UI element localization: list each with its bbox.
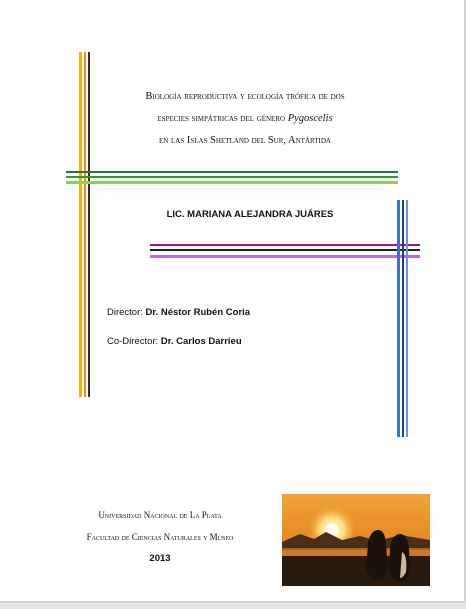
decor-vline-right-3 [406, 200, 408, 437]
thesis-title [100, 86, 390, 152]
title-line-2 [100, 108, 390, 130]
decor-vline-right-2 [402, 200, 404, 437]
title-line-2-prefix: especies simpátricas del género [157, 113, 288, 124]
decor-hline-green-1 [66, 171, 398, 173]
author-name: LIC. MARIANA ALEJANDRA JUÁRES [166, 209, 334, 220]
decor-hline-violet [150, 255, 420, 258]
penguin-sunset-photo [282, 494, 430, 586]
director-line [107, 307, 250, 318]
decor-hline-black [150, 249, 420, 251]
faculty-name: Facultad de Ciencias Naturales y Museo [86, 532, 234, 542]
decor-hline-green-3 [66, 181, 398, 184]
university-name: Universidad Nacional de La Plata [98, 510, 222, 520]
codirector-label: Co-Director: [107, 336, 161, 347]
decor-hline-green-2 [66, 176, 398, 178]
decor-vline-left-2 [84, 52, 86, 397]
title-line-1: Biología reproductiva y ecología trófica de dos [145, 91, 345, 102]
decor-hline-magenta [150, 244, 420, 246]
director-label: Director: [107, 307, 146, 318]
codirector-name: Dr. Carlos Darrieu [160, 336, 242, 347]
decor-vline-left-3 [88, 52, 90, 397]
title-line-3: en las Islas Shetland del Sur, Antártida [159, 135, 331, 146]
decor-vline-right-1 [397, 200, 400, 437]
title-genus: Pygoscelis [287, 113, 333, 124]
decor-vline-left-1 [79, 52, 82, 397]
director-name: Dr. Néstor Rubén Coria [145, 307, 251, 318]
thesis-year: 2013 [149, 553, 171, 564]
page-bottom-strip [0, 603, 466, 609]
codirector-line [107, 336, 242, 347]
